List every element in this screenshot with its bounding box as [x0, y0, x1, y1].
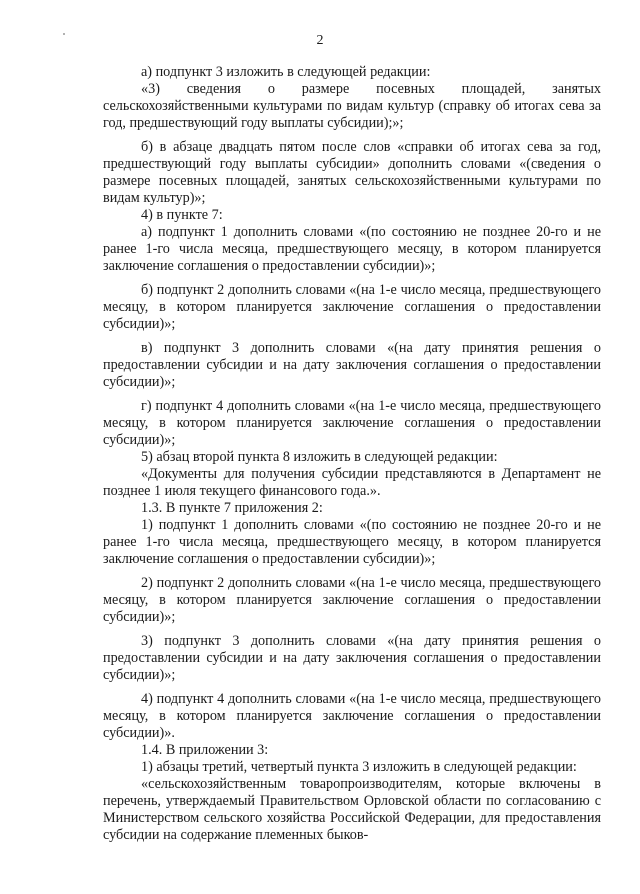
paragraph: 1) абзацы третий, четвертый пункта 3 изложить в следующей редакции:	[141, 759, 577, 775]
paragraph: б) в абзаце двадцать пятом после слов «справки об итогах сева за год, предшествующий году выплаты субсидии» дополнить словами «(сведения о размере посевных площадей, занятых сельскохозяйственными культурами по видам культур)»;	[103, 139, 601, 206]
paragraph: а) подпункт 1 дополнить словами «(по состоянию не позднее 20-го и не ранее 1-го числа месяца, предшествующего месяцу, в котором планируется заключение соглашения о предоставлении субсидии)»;	[103, 224, 601, 274]
paragraph: 1) подпункт 1 дополнить словами «(по состоянию не позднее 20-го и не ранее 1-го числа месяца, предшествующего месяцу, в котором планируется заключение соглашения о предоставлении субсидии)»;	[103, 517, 601, 567]
paragraph: 3) подпункт 3 дополнить словами «(на дату принятия решения о предоставлении субсидии и на дату заключения соглашения о предоставлении субсидии)»;	[103, 633, 601, 683]
paragraph: 4) в пункте 7:	[141, 207, 223, 223]
paragraph: «3) сведения о размере посевных площадей, занятых сельскохозяйственными культурами по видам культур (справку об итогах сева за год, предшествующий году выплаты субсидии);»;	[103, 81, 601, 131]
page-number: 2	[316, 33, 324, 48]
paragraph: 5) абзац второй пункта 8 изложить в следующей редакции:	[141, 449, 498, 465]
paragraph: 1.3. В пункте 7 приложения 2:	[141, 500, 323, 516]
paragraph: 1.4. В приложении 3:	[141, 742, 269, 758]
paragraph: в) подпункт 3 дополнить словами «(на дату принятия решения о предоставлении субсидии и на дату заключения соглашения о предоставлении субсидии)»;	[103, 340, 601, 390]
paragraph: «Документы для получения субсидии представляются в Департамент не позднее 1 июля текущего финансового года.».	[103, 466, 601, 499]
paragraph: а) подпункт 3 изложить в следующей редакции:	[141, 64, 431, 80]
paragraph: б) подпункт 2 дополнить словами «(на 1-е число месяца, предшествующего месяцу, в котором планируется заключение соглашения о предоставлении субсидии)»;	[103, 282, 601, 332]
paragraph: г) подпункт 4 дополнить словами «(на 1-е число месяца, предшествующего месяцу, в котором планируется заключение соглашения о предоставлении субсидии)»;	[103, 398, 601, 448]
document-body	[103, 64, 601, 844]
paragraph: 2) подпункт 2 дополнить словами «(на 1-е число месяца, предшествующего месяцу, в котором планируется заключение соглашения о предоставлении субсидии)»;	[103, 575, 601, 625]
paragraph: «сельскохозяйственным товаропроизводителям, которые включены в перечень, утверждаемый Правительством Орловской области по согласованию с Министерством сельского хозяйства Российской Федерации, для предоставления субсидии на содержание племенных быков-	[103, 776, 601, 843]
paragraph: 4) подпункт 4 дополнить словами «(на 1-е число месяца, предшествующего месяцу, в котором планируется заключение соглашения о предоставлении субсидии)».	[103, 691, 601, 741]
